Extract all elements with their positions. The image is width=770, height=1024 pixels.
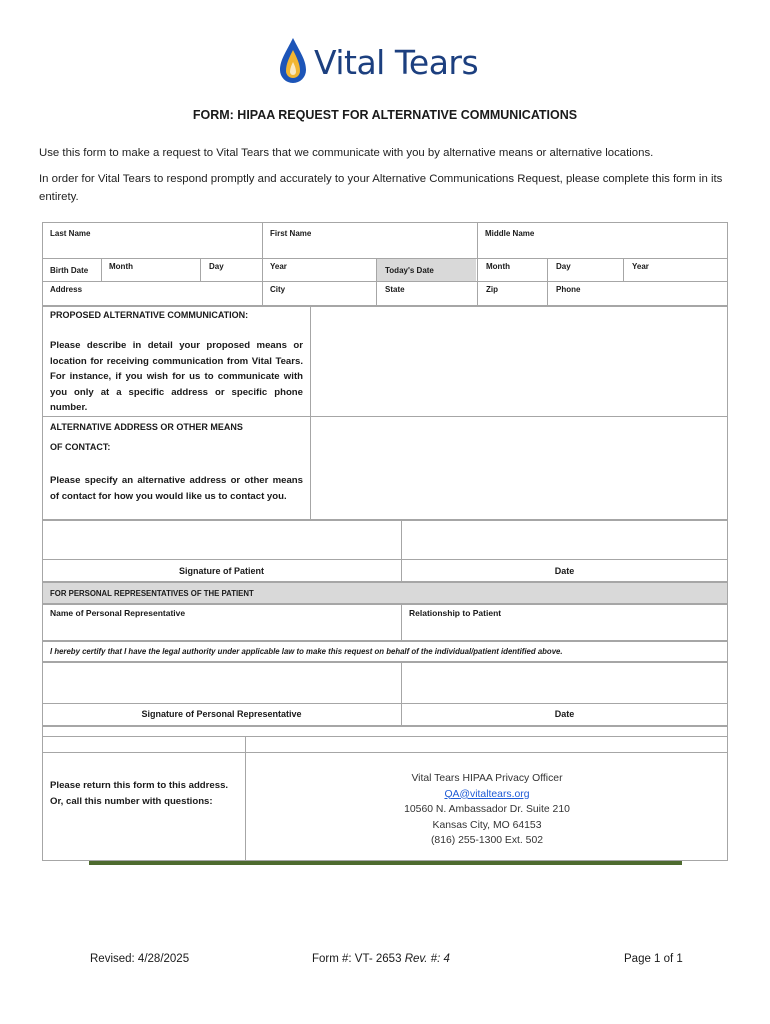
revised-date: Revised: 4/28/2025: [90, 953, 190, 965]
rep-name-field[interactable]: Name of Personal Representative: [50, 608, 186, 618]
proposed-communication-input[interactable]: [311, 307, 727, 415]
city-field[interactable]: City: [270, 285, 286, 294]
revision-number: Rev. #: 4: [404, 953, 450, 965]
alternative-heading-1: ALTERNATIVE ADDRESS OR OTHER MEANS: [50, 422, 243, 432]
rep-date-input[interactable]: [402, 663, 727, 702]
today-month-field[interactable]: Month: [486, 262, 510, 271]
privacy-officer: Vital Tears HIPAA Privacy Officer: [411, 773, 563, 784]
phone-field[interactable]: Phone: [556, 285, 581, 294]
rep-signature-input[interactable]: [43, 663, 400, 702]
today-day-field[interactable]: Day: [556, 262, 571, 271]
birth-day-field[interactable]: Day: [209, 262, 224, 271]
return-city: Kansas City, MO 64153: [432, 819, 542, 831]
patient-signature-input[interactable]: [43, 521, 400, 558]
last-name-field[interactable]: Last Name: [50, 229, 91, 238]
alternative-instructions: Please specify an alternative address or other means of contact for how you would like us to contact you.: [50, 475, 303, 502]
state-field[interactable]: State: [385, 285, 405, 294]
contact-email-link[interactable]: QA@vitaltears.org: [444, 788, 530, 800]
birth-month-field[interactable]: Month: [109, 262, 133, 271]
signature-of-rep-label: Signature of Personal Representative: [141, 709, 302, 719]
rep-date-label: Date: [554, 709, 575, 719]
proposed-heading: PROPOSED ALTERNATIVE COMMUNICATION:: [50, 310, 249, 320]
patient-date-label: Date: [554, 566, 575, 576]
return-address: [246, 771, 728, 849]
signature-of-patient-label: Signature of Patient: [178, 566, 264, 576]
return-street: 10560 N. Ambassador Dr. Suite 210: [404, 804, 570, 815]
water-drop-icon: [278, 36, 308, 88]
intro-line-2: In order for Vital Tears to respond promptly and accurately to your Alternative Communications Request, please complete this form in its entirety.: [39, 173, 723, 203]
address-field[interactable]: Address: [50, 285, 83, 294]
logo: [278, 34, 500, 90]
logo-text: Vital Tears: [314, 42, 479, 82]
alternative-heading-2: OF CONTACT:: [50, 442, 111, 452]
form-title: FORM: HIPAA REQUEST FOR ALTERNATIVE COMMUNICATIONS: [192, 108, 578, 122]
first-name-field[interactable]: First Name: [270, 229, 312, 238]
alternative-address-input[interactable]: [311, 417, 727, 519]
certify-statement: I hereby certify that I have the legal authority under applicable law to make this request on behalf of the individual/patient identified above.: [50, 647, 563, 656]
form-number: Form #: VT- 2653 Rev. #: 4: [312, 953, 450, 965]
relationship-field[interactable]: Relationship to Patient: [409, 608, 502, 618]
proposed-instructions: Please describe in detail your proposed means or location for receiving communication from Vital Tears. For instance, if you wish for us to communicate with you only at a specific address or specific phone number.: [50, 340, 303, 413]
rep-header: FOR PERSONAL REPRESENTATIVES OF THE PATIENT: [50, 589, 254, 598]
birth-year-field[interactable]: Year: [270, 262, 287, 271]
todays-date-label: Today's Date: [385, 266, 434, 275]
return-instructions: Please return this form to this address. Or, call this number with questions:: [50, 780, 229, 807]
today-year-field[interactable]: Year: [632, 262, 649, 271]
footer-divider: [89, 861, 682, 865]
birth-date-label: Birth Date: [50, 266, 89, 275]
patient-date-input[interactable]: [402, 521, 727, 558]
middle-name-field[interactable]: Middle Name: [485, 229, 535, 238]
zip-field[interactable]: Zip: [486, 285, 498, 294]
intro-line-1: Use this form to make a request to Vital Tears that we communicate with you by alternative means or alternative locations.: [39, 147, 654, 159]
return-phone: (816) 255-1300 Ext. 502: [430, 835, 544, 846]
page-number: Page 1 of 1: [624, 953, 683, 965]
